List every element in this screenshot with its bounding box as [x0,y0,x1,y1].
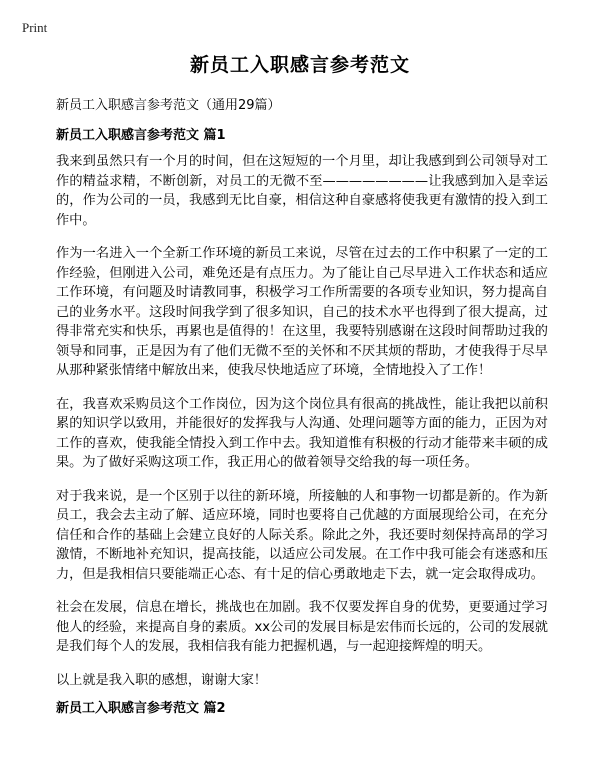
print-link[interactable]: Print [22,20,48,35]
paragraph: 社会在发展，信息在增长，挑战也在加剧。我不仅要发挥自身的优势，更要通过学习他人的经验，来提高自身的素质。xx公司的发展目标是宏伟而长远的，公司的发展就是我们每个人的发展，我相信我有能力把握机遇，与一起迎接辉煌的明天。 [56,600,548,654]
paragraph: 我来到虽然只有一个月的时间，但在这短短的一个月里，却让我感到到公司领导对工作的精益求精，不断创新，对员工的无微不至————————让我感到加入是幸运的，作为公司的一员，我感到无比自豪，相信这种自豪感将使我更有激情的投入到工作中。 [56,154,548,228]
paragraph: 对于我来说，是一个区别于以往的新环境，所接触的人和事物一切都是新的。作为新员工，我会去主动了解、适应环境，同时也要将自己优越的方面展现给公司，在充分信任和合作的基础上会建立良好的人际关系。除此之外，我还要时刻保持高昂的学习激情，不断地补充知识，提高技能，以适应公司发展。在工作中我可能会有迷惑和压力，但是我相信只要能端正心态、有十足的信心勇敢地走下去，就一定会取得成功。 [56,488,548,582]
paragraph: 以上就是我入职的感想，谢谢大家！ [56,672,267,688]
section-1-body [56,152,548,704]
section-heading-2: 新员工入职感言参考范文 篇2 [56,701,226,716]
page-title: 新员工入职感言参考范文 [189,54,410,76]
section-heading-1: 新员工入职感言参考范文 篇1 [56,128,226,143]
document-subtitle: 新员工入职感言参考范文（通用29篇） [56,98,281,113]
paragraph: 在，我喜欢采购员这个工作岗位，因为这个岗位具有很高的挑战性，能让我把以前积累的知识学以致用，并能很好的发挥我与人沟通、处理问题等方面的能力，正因为对工作的喜欢，使我能全情投入到工作中去。我知道惟有积极的行动才能带来丰硕的成果。为了做好采购这项工作，我正用心的做着领导交给我的每一项任务。 [56,396,548,470]
paragraph: 作为一名进入一个全新工作环境的新员工来说，尽管在过去的工作中积累了一定的工作经验，但刚进入公司，难免还是有点压力。为了能让自己尽早进入工作状态和适应工作环境，有问题及时请教同事，积极学习工作所需要的各项专业知识，努力提高自己的业务水平。这段时间我学到了很多知识，自己的技术水平也得到了很大提高，过得非常充实和快乐，再累也是值得的！在这里，我要特别感谢在这段时间帮助过我的领导和同事，正是因为有了他们无微不至的关怀和不厌其烦的帮助，才使我得于尽早从那种紧张情绪中解放出来，使我尽快地适应了环境，全情地投入了工作！ [56,246,548,378]
